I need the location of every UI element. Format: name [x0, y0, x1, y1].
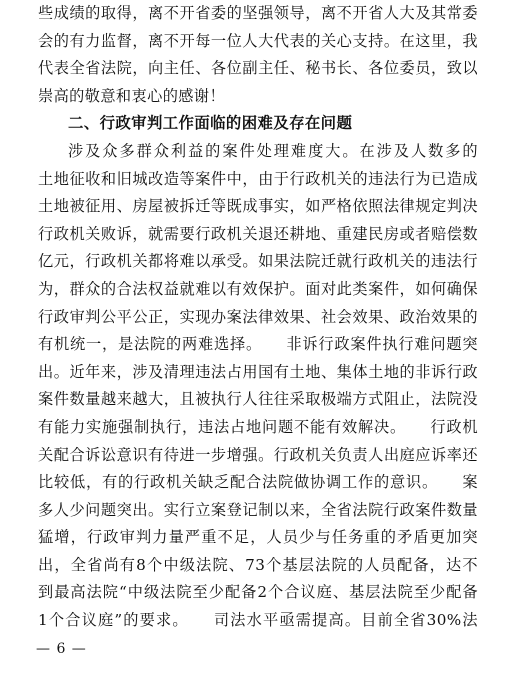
section-heading: 二、行政审判工作面临的困难及存在问题 — [68, 114, 353, 133]
body-line: 到最高法院“中级法院至少配备2个合议庭、基层法院至少配备 — [38, 583, 478, 602]
body-line: 会的有力监督，离不开每一位人大代表的关心支持。在这里，我 — [38, 31, 478, 50]
body-line: 行政审判公平公正，实现办案法律效果、社会效果、政治效果的 — [38, 307, 478, 326]
body-line: 关配合诉讼意识有待进一步增强。行政机关负责人出庭应诉率还 — [38, 445, 478, 464]
body-line: 崇高的敬意和衷心的感谢！ — [38, 86, 226, 105]
body-line: 涉及众多群众利益的案件处理难度大。在涉及人数多的 — [68, 141, 478, 160]
page-number: — 6 — — [36, 641, 87, 657]
body-line: 出。近年来，涉及清理违法占用国有土地、集体土地的非诉行政 — [38, 362, 478, 381]
body-line: 多人少问题突出。实行立案登记制以来，全省法院行政案件数量 — [38, 500, 478, 519]
body-line: 代表全省法院，向主任、各位副主任、秘书长、各位委员，致以 — [38, 59, 478, 78]
body-line: 亿元，行政机关都将难以承受。如果法院迁就行政机关的违法行 — [38, 252, 478, 271]
body-line: 有能力实施强制执行，违法占地问题不能有效解决。 行政机 — [38, 417, 478, 436]
body-line: 比较低，有的行政机关缺乏配合法院做协调工作的意识。 案 — [38, 473, 478, 492]
body-line: 些成绩的取得，离不开省委的坚强领导，离不开省人大及其常委 — [38, 4, 478, 22]
body-line: 案件数量越来越大，且被执行人往往采取极端方式阻止，法院没 — [38, 390, 478, 409]
body-line: 1个合议庭”的要求。 司法水平亟需提高。目前全省30%法 — [38, 611, 478, 630]
body-line: 土地被征用、房屋被拆迁等既成事实，如严格依照法律规定判决 — [38, 197, 478, 216]
body-line: 土地征收和旧城改造等案件中，由于行政机关的违法行为已造成 — [38, 169, 478, 188]
body-line: 行政机关败诉，就需要行政机关退还耕地、重建民房或者赔偿数 — [38, 224, 478, 243]
document-body — [38, 0, 478, 635]
body-line: 有机统一，是法院的两难选择。 非诉行政案件执行难问题突 — [38, 335, 478, 354]
body-line: 猛增，行政审判力量严重不足，人员少与任务重的矛盾更加突 — [38, 528, 478, 547]
body-line: 为，群众的合法权益就难以有效保护。面对此类案件，如何确保 — [38, 279, 478, 298]
body-line: 出，全省尚有8个中级法院、73个基层法院的人员配备，达不 — [38, 555, 478, 574]
